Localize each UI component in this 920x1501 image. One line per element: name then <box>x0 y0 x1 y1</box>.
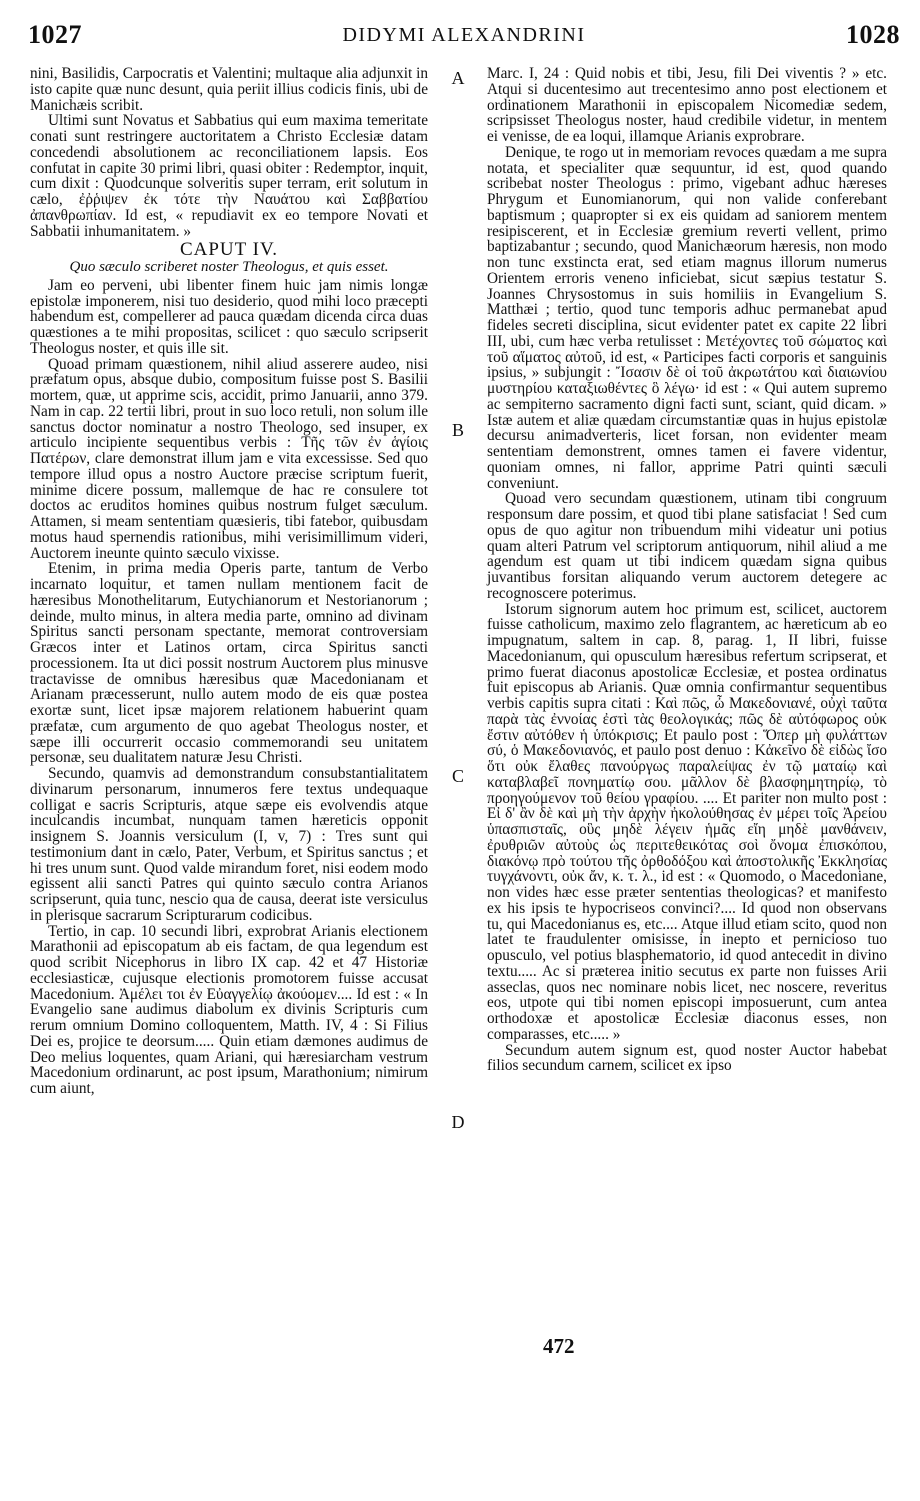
margin-letter-a: A <box>451 68 465 88</box>
paragraph: Secundo, quamvis ad demonstrandum consubstantialitatem divinarum personarum, innumeros fere textus undequaque colligat e sacris Scripturis, atque sæpe eis evolvendis atque inculcandis incumbat, nunquam tamen hæreticis opponit insignem S. Joannis versiculum (I, v, 7) : Tres sunt qui testimonium dant in cælo, Pater, Verbum, et Spiritus sanctus ; et hi tres unum sunt. Quod valde mirandum foret, nisi eodem modo egissent alii sancti Patres qui quinto sæculo contra Arianos scripserunt, quia tunc, nescio qua de causa, deerat iste versiculus in plerisque sacrarum Scripturarum codicibus. <box>30 765 428 924</box>
running-title: DIDYMI ALEXANDRINI <box>342 24 586 46</box>
margin-letter-c: C <box>451 766 464 786</box>
paragraph: Ultimi sunt Novatus et Sabbatius qui eum maxima temeritate conati sunt restringere auctoritatem a Christo Ecclesiæ datam concedendi absolutionem ac reconciliationem lapsis. Eos confutat in capite 30 primi libri, quasi obiter : Redemptor, inquit, cum dixit : Quodcunque solveritis super terram, erit solutum in cælo, ἐῤῥιψεν ἐκ τότε τὴν Ναυάτου καὶ Σαββατίου ἀπανθρωπίαν. Id est, « repudiavit ex eo tempore Novati et Sabbatii inhumanitatem. » <box>30 112 428 240</box>
paragraph: Quoad vero secundam quæstionem, utinam tibi congruum responsum dare possim, et quod tibi plane satisfaciat ! Sed cum opus de quo agitur non tribuendum mihi videatur uni potius quam alteri Patrum vel scriptorum antiquorum, nihil aliud a me agendum est quam ut tibi indicem quædam signa quibus juvantibus forsitan aliquando verum auctorem detegere ac recognoscere poterimus. <box>487 490 887 602</box>
page-mark: 472 <box>540 1334 578 1359</box>
chapter-heading: CAPUT IV. <box>179 239 279 261</box>
paragraph: Jam eo perveni, ubi libenter finem huic jam nimis longæ epistolæ imponerem, nisi tuo desiderio, quod mihi loco præcepti habendum est, compellerer ad pauca quædam dicenda circa duas quæstiones a te mihi propositas, scilicet : quo sæculo scripserit Theologus noster, et quis ille sit. <box>30 276 428 357</box>
right-page-number: 1028 <box>846 20 900 49</box>
margin-letter-d: D <box>451 1112 465 1132</box>
paragraph: Tertio, in cap. 10 secundi libri, exprobrat Arianis electionem Marathonii ad episcopatum ab eis factam, de qua legendum est quod scribit Nicephorus in libro IX cap. 42 et 47 Historiæ ecclesiasticæ, cujusque electionis promotorem fuisse accusat Macedonium. Ἀμέλει τοι ἐν Εὐαγγελίῳ ἀκούομεν.... Id est : « In Evangelio sane audimus diabolum ex divinis Scripturis cum rerum omnium Domino colloquentem, Matth. IV, 4 : Si Filius Dei es, projice te deorsum..... Quin etiam dæmones audimus de Deo melius loquentes, quam Ariani, qui hæresiarcham vestrum Macedonium ordinarunt, ac post ipsum, Marathonium; nimirum cum aiunt, <box>30 922 428 1097</box>
page-header <box>28 20 900 56</box>
left-page-number: 1027 <box>28 20 82 49</box>
paragraph: Etenim, in prima media Operis parte, tantum de Verbo incarnato loquitur, et tamen nullam mentionem facit de hæresibus Monothelitarum, Eutychianorum et Nestorianorum ; deinde, multo minus, in altera media parte, omnino ad divinam Spiritus sancti personam spectante, memorat controversiam Græcos inter et Latinos ortam, circa Spiritus sancti processionem. Ita ut dici possit nostrum Auctorem plus minusve tractavisse de omnibus hæresibus quæ Macedonianam et Arianam præcesserunt, nullo autem modo de eis quæ postea exortæ sunt, licet ipsæ majorem relationem habuerint quam præfatæ, cum argumento de quo agebat Theologus noster, et sæpe illi occurrerit occasio commemorandi seu unitatem personæ, seu dualitatem naturæ Jesu Christi. <box>30 560 428 767</box>
paragraph: Quoad primam quæstionem, nihil aliud asserere audeo, nisi præfatum opus, absque dubio, compositum fuisse post S. Basilii mortem, quæ, ut apprime scis, accidit, primo Januarii, anno 379. Nam in cap. 22 tertii libri, prout in suo loco retuli, non solum ille sanctus doctor nominatur a nostro Theologo, sed insuper, ex articulo incipiente sequentibus verbis : Τῆς τῶν ἐν ἁγίοις Πατέρων, clare demonstrat illum jam e vita excessisse. Sed quo tempore illud opus a nostro Auctore præcise scriptum fuerit, minime dicere possum, mallemque de hac re consulere tot doctos ac eruditos homines quibus nostrum fulget sæculum. Attamen, si meam sententiam quæsieris, tibi fatebor, quibusdam motus haud spernendis rationibus, mihi verisimillimum videri, Auctorem ineunte quinto sæculo vixisse. <box>30 355 428 562</box>
right-column <box>487 66 887 1074</box>
chapter-subtitle: Quo sæculo scriberet noster Theologus, et quis esset. <box>69 259 389 275</box>
paragraph: Marc. I, 24 : Quid nobis et tibi, Jesu, fili Dei viventis ? » etc. Atqui si ducentesimo aut trecentesimo anno post electionem et ordinationem Marathonii in episcopalem Nicomediæ sedem, scripsisset Theologus noster, haud credibile videtur, in mentem ei venisse, de ea loqui, illamque Arianis exprobrare. <box>487 65 887 145</box>
paragraph: Denique, te rogo ut in memoriam revoces quædam a me supra notata, et specialiter quæ sequuntur, id est, quod quando scribebat noster Theologus : primo, vigebant adhuc hæreses Phrygum et Eunomianorum, qui non valide conferebant baptismum ; quapropter si ex eis quidam ad saniorem mentem resipiscerent, et in Ecclesiæ gremium reverti vellent, primo baptizabantur ; secundo, quod Manichæorum hæresis, non modo non tunc exstincta erat, sed etiam magnus illorum numerus Orientem erroris veneno inficiebat, sicut sæpius testatur S. Joannes Chrysostomus in suis homiliis in Evangelium S. Matthæi ; tertio, quod tunc temporis adhuc permanebat apud fideles secreti disciplina, sicut evidenter patet ex capite 22 libri III, ubi, cum hæc verba retulisset : Μετέχοντες τοῦ σώματος καὶ τοῦ αἵματος αὐτοῦ, id est, « Participes facti corporis et sanguinis ipsius, » subjungit : Ἴσασιν δὲ οἱ τοῦ ἀκρωτάτου καὶ διαιωνίου μυστηρίου καταξιωθέντες ὃ λέγω· id est : « Qui autem supremo ac sempiterno sacramento digni facti sunt, sciant, quid dicam. » Istæ autem et aliæ quædam circumstantiæ quas in hujus epistolæ decursu animadverteris, licet forsan, non evidenter meam sententiam demonstrent, omnes tamen ei favere videntur, quoniam omnes, ni fallor, apprime Patri quinti sæculi conveniunt. <box>487 143 887 492</box>
paragraph: nini, Basilidis, Carpocratis et Valentini; multaque alia adjunxit in isto capite quæ nunc desunt, quia periit illius codicis finis, ubi de Manichæis scribit. <box>30 65 428 114</box>
left-column <box>30 66 428 1097</box>
margin-letter-b: B <box>451 420 464 440</box>
paragraph: Istorum signorum autem hoc primum est, scilicet, auctorem fuisse catholicum, maximo zelo flagrantem, ac hæreticum ab eo impugnatum, saltem in cap. 8, parag. 1, II libri, fuisse Macedonianum, qui opusculum hæresibus refertum scripserat, et primo fuerat diaconus apostolicæ Ecclesiæ, et postea ordinatus fuit episcopus ab Arianis. Quæ omnia confirmantur sequentibus verbis capitis supra citati : Καὶ πῶς, ὦ Μακεδονιανέ, οὐχὶ ταῦτα παρὰ τὰς ἐννοίας ἐστὶ τὰς θεολογικάς; πῶς δὲ αὐτόφωρος οὐκ ἔστιν αὐτόθεν ἡ ὑπόκρισις; Et paulo post : Ὅπερ μὴ φυλάττων σύ, ὁ Μακεδονιανός, et paulo post denuo : Κἀκεῖνο δὲ εἰδὼς ἴσο ὅτι οὐκ ἔλαθες πανούργως παραλείψας ἐν τῷ ματαίῳ καὶ καταβλαβεῖ πονηματίῳ σου. μᾶλλον δὲ βλασφημητηρίῳ, τὸ προηγούμενον τοῦ θείου γραφίου. .... Et pariter non multo post : Εἰ δ' ἂν δὲ καὶ μὴ τὴν ἀρχὴν ἠκολούθησας ἐν μέρει τοῖς Ἀρείου ὑπασπισταῖς, οὓς μηδὲ λέγειν ἡμᾶς εἴη μηδὲ μανθάνειν, ἐρυθριῶν αὐτοὺς ὡς περιτεθεικότας σοὶ ὄνομα ἐπισκόπου, διακόνῳ πρὸ τούτου τῆς ὀρθοδόξου καὶ ἀποστολικῆς Ἐκκλησίας τυγχάνοντι, οὐκ ἄν, κ. τ. λ., id est : « Quomodo, o Macedoniane, non vides hæc esse præter sententias theologicas? et manifesto ex his ipsis te hypocriseos convinci?.... Id quod non observans tu, qui Macedonianus es, etc.... Atque illud etiam scito, quod non latet te fraudulenter omisisse, in inepto et pernicioso tuo opusculo, vel potius blasphematorio, id quod antecedit in divino textu..... Ac si præterea initio secutus ex parte non fuisses Arii asseclas, quos nec nominare nobis licet, nec noscere, reveritus eos, utpote qui tibi nomen episcopi imposuerunt, cum antea orthodoxæ et apostolicæ Ecclesiæ diaconus esses, non comparasses, etc..... » <box>487 600 887 1043</box>
paragraph: Secundum autem signum est, quod noster Auctor habebat filios secundum carnem, scilicet ex ipso <box>487 1041 887 1075</box>
